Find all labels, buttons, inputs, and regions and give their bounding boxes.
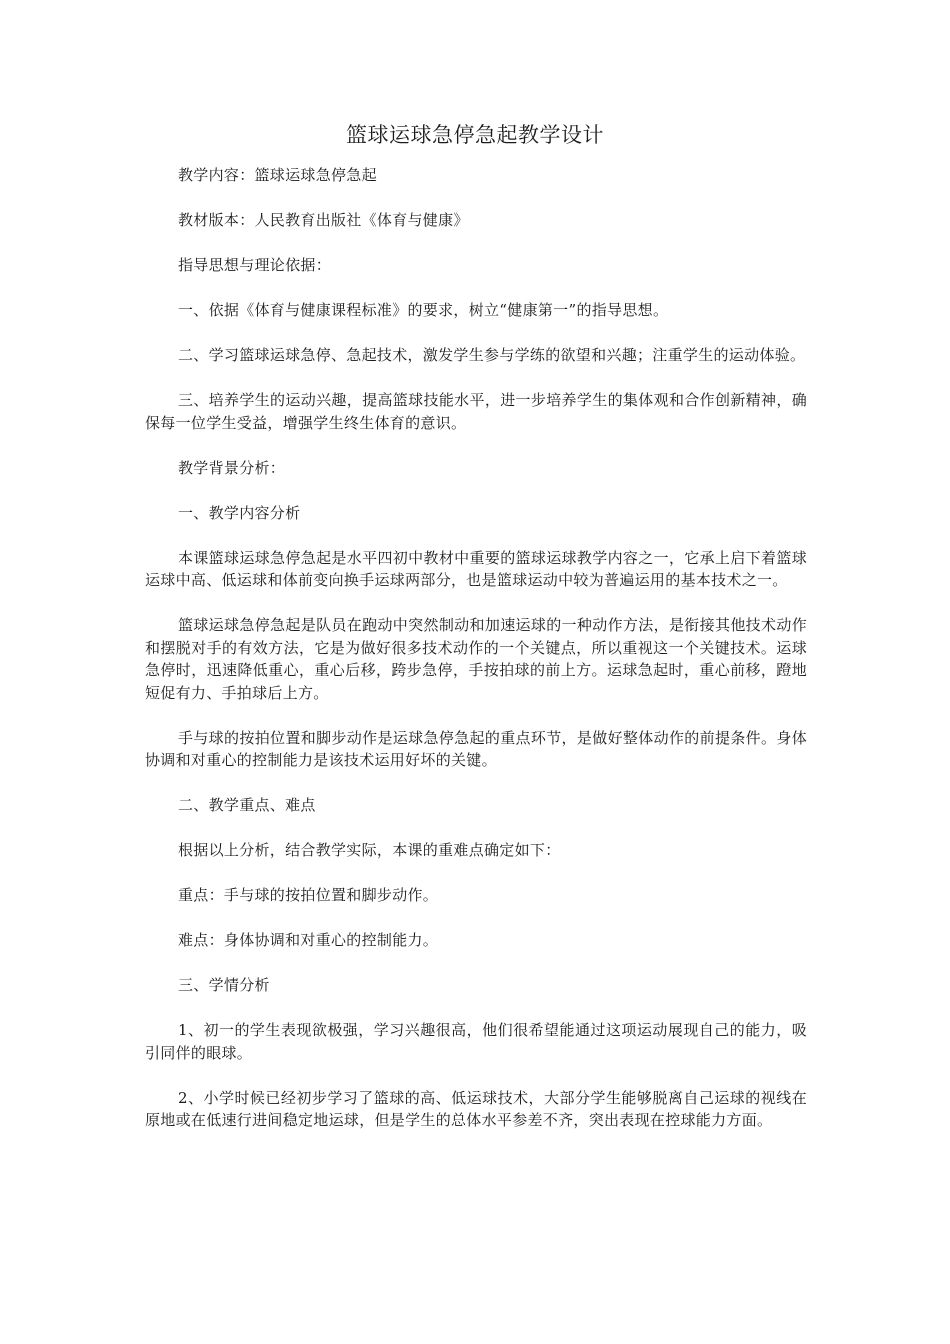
paragraph-content-analysis-heading: 一、教学内容分析 bbox=[178, 503, 301, 522]
paragraph-content-analysis-1: 本课篮球运球急停急起是水平四初中教材中重要的篮球运球教学内容之一，它承上启下着篮球运球中高、低运球和体前变向换手运球两部分，也是篮球运动中较为普遍运用的基本技术之一。 bbox=[145, 548, 807, 589]
paragraph-guiding-ideology-heading: 指导思想与理论依据： bbox=[178, 256, 332, 274]
paragraph-teaching-content: 教学内容：篮球运球急停急起 bbox=[178, 166, 377, 184]
paragraph-student-analysis-2: 2、小学时候已经初步学习了篮球的高、低运球技术，大部分学生能够脱离自己运球的视线在原地或在低速行进间稳定地运球，但是学生的总体水平参差不齐，突出表现在控球能力方面。 bbox=[145, 1088, 807, 1129]
paragraph-textbook-version: 教材版本：人民教育出版社《体育与健康》 bbox=[178, 211, 469, 229]
paragraph-difficult-point: 难点：身体协调和对重心的控制能力。 bbox=[178, 931, 439, 949]
paragraph-guiding-point-3: 三、培养学生的运动兴趣，提高篮球技能水平，进一步培养学生的集体观和合作创新精神，确保每一位学生受益，增强学生终生体育的意识。 bbox=[145, 391, 807, 432]
document-body bbox=[145, 164, 807, 1154]
paragraph-student-analysis-1: 1、初一的学生表现欲极强，学习兴趣很高，他们很希望能通过这项运动展现自己的能力，吸引同伴的眼球。 bbox=[145, 1021, 807, 1062]
paragraph-student-analysis-heading: 三、学情分析 bbox=[178, 976, 270, 994]
paragraph-content-analysis-3: 手与球的按拍位置和脚步动作是运球急停急起的重点环节，是做好整体动作的前提条件。身体协调和对重心的控制能力是该技术运用好坏的关键。 bbox=[145, 728, 807, 769]
paragraph-key-point: 重点：手与球的按拍位置和脚步动作。 bbox=[178, 886, 439, 904]
paragraph-guiding-point-1: 一、依据《体育与健康课程标准》的要求，树立“健康第一”的指导思想。 bbox=[178, 301, 669, 319]
paragraph-background-heading: 教学背景分析： bbox=[178, 458, 286, 477]
paragraph-key-points-intro: 根据以上分析，结合教学实际，本课的重难点确定如下： bbox=[178, 841, 561, 859]
document-title: 篮球运球急停急起教学设计 bbox=[346, 123, 604, 147]
paragraph-guiding-point-2: 二、学习篮球运球急停、急起技术，激发学生参与学练的欲望和兴趣；注重学生的运动体验。 bbox=[178, 346, 806, 364]
paragraph-content-analysis-2: 篮球运球急停急起是队员在跑动中突然制动和加速运球的一种动作方法，是衔接其他技术动作和摆脱对手的有效方法，它是为做好很多技术动作的一个关键点，所以重视这一个关键技术。运球急停时，迅速降低重心，重心后移，跨步急停，手按拍球的前上方。运球急起时，重心前移，蹬地短促有力、手拍球后上方。 bbox=[145, 616, 807, 702]
paragraph-key-points-heading: 二、教学重点、难点 bbox=[178, 796, 316, 814]
